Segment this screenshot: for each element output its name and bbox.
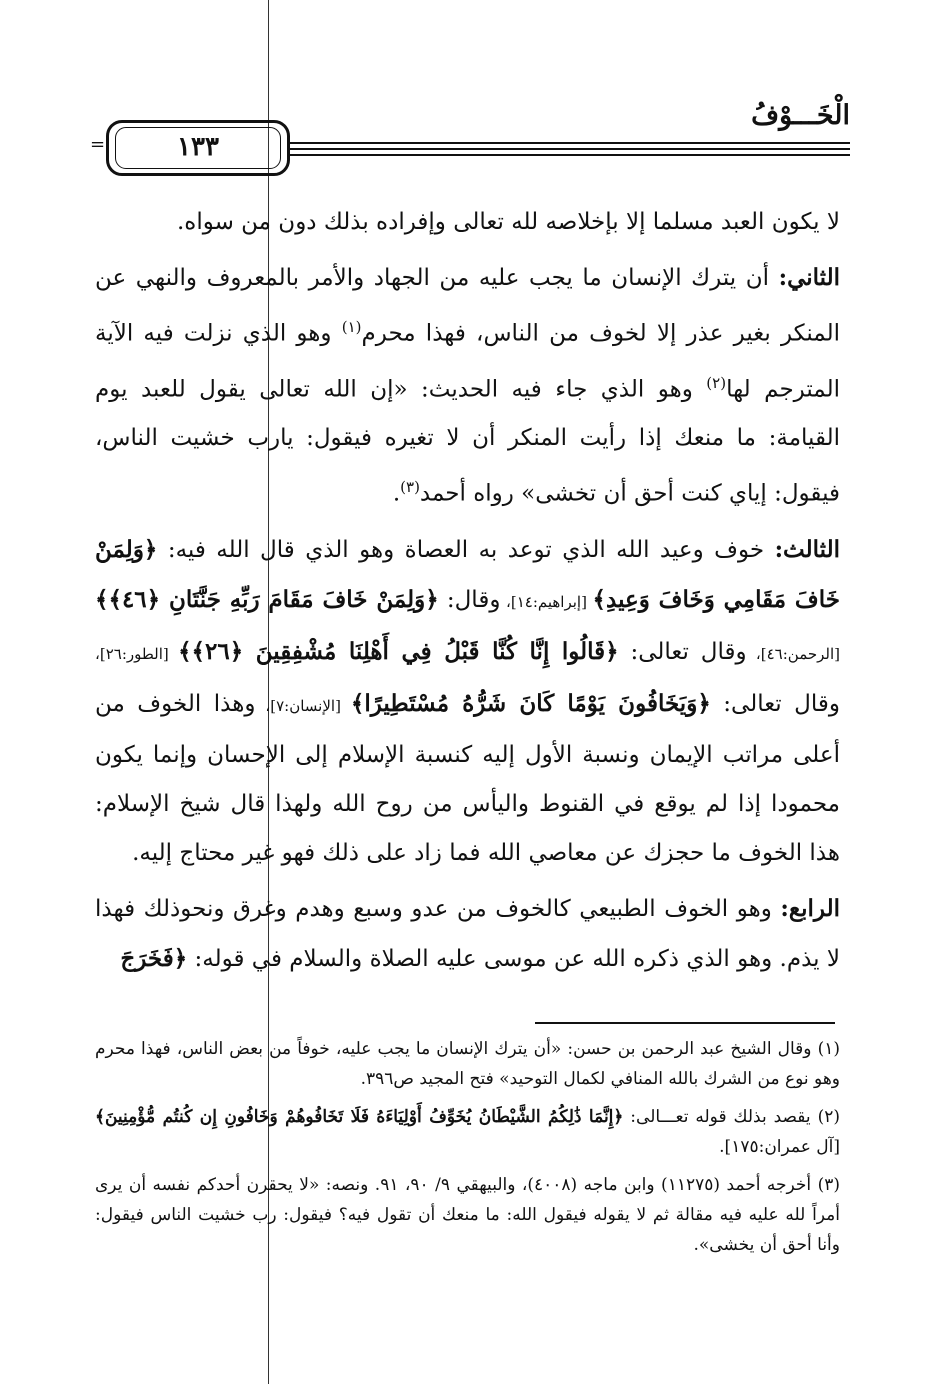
verse-reference: [الطور:٢٦]، [95, 644, 179, 663]
quran-verse: ﴿وَلِمَنْ خَافَ مَقَامَ رَبِّهِ جَنَّتَانِ ﴿٤٦﴾﴾ [95, 585, 439, 613]
paragraph-text: وهو الذي نزلت فيه الآية المترجم لها [95, 320, 840, 403]
paragraph-text: وهو الخوف الطبيعي كالخوف من عدو وسبع وهدم وغرق ونحوذلك فهذا لا يذم. وهو الذي ذكره الله عن موسى عليه الصلاة والسلام في قوله: [95, 895, 840, 972]
page-number-ornament: = [90, 134, 106, 155]
header-rule [290, 154, 850, 156]
footnote-3: (٣) أخرجه أحمد (١١٢٧٥) وابن ماجه (٤٠٠٨)، والبيهقي ٩/ ٩٠، ٩١. ونصه: «لا يحقرن أحدكم نفسه أن يرى أمراً لله عليه فيه مقالة ثم لا يقوله فيقول الله: ما منعك أن تقول فيه؟ فيقول: رب خشيت الناس فيقول: وأنا أحق أن يخشى». [95, 1175, 840, 1255]
paragraph-text: أن يترك الإنسان ما يجب عليه من الجهاد والأمر بالمعروف والنهي عن المنكر بغير عذر إلا لخوف من الناس، فهذا محرم [95, 265, 840, 347]
footnote-ref-3[interactable]: (٣) [400, 478, 420, 497]
verse-reference: [الإنسان:٧]، [255, 696, 351, 715]
page-header [90, 90, 850, 180]
footnote-text: (٢) يقصد بذلك قوله تعـــالى: [623, 1107, 840, 1127]
main-text [95, 198, 840, 984]
header-rule [290, 142, 850, 144]
quran-verse: ﴿وَيَخَافُونَ يَوْمًا كَانَ شَرُّهُ مُسْتَطِيرًا﴾ [350, 689, 711, 717]
paragraph-text: وقال تعالى: [710, 690, 841, 717]
paragraph-text: خوف وعيد الله الذي توعد به العصاة وهو الذي قال الله فيه: [157, 536, 775, 563]
footnote-1: (١) وقال الشيخ عبد الرحمن بن حسن: «أن يترك الإنسان ما يجب عليه، خوفاً من بعض الناس، فهذا محرم وهو نوع من الشرك بالله المنافي لكمال التوحيد» فتح المجيد ص٣٩٦. [95, 1039, 840, 1089]
footnote-2 [95, 1102, 840, 1162]
paragraph-lead: الثالث: [774, 535, 840, 563]
quran-verse: ﴿فَخَرَجَ [120, 944, 188, 972]
paragraph-1 [95, 198, 840, 247]
paragraph-text: وهذا الخوف من أعلى مراتب الإيمان ونسبة الأول إليه كنسبة الإسلام إلى الإحسان وإنما يكون محمودا إذا لم يوقع في القنوط واليأس من روح الله ولهذا قال شيخ الإسلام: هذا الخوف ما حجزك عن معاصي الله فما زاد على ذلك فهو غير محتاج إليه. [95, 690, 840, 866]
verse-reference: [الرحمن:٤٦]، [746, 644, 841, 663]
quran-verse: ﴿إِنَّمَا ذَٰلِكُمُ الشَّيْطَانُ يُخَوِّفُ أَوْلِيَاءَهُ فَلَا تَخَافُوهُمْ وَخَافُونِ إِن كُنتُم مُّؤْمِنِينَ﴾ [95, 1107, 624, 1127]
footnote-separator [535, 1022, 835, 1024]
verse-reference: [آل عمران:١٧٥]. [719, 1137, 840, 1157]
footnote-ref-1[interactable]: (١) [341, 318, 362, 336]
chapter-title: الْخَـــوْفُ [751, 100, 850, 131]
paragraph-3 [95, 525, 840, 878]
quran-verse: ﴿وَلِمَنْ خَافَ مَقَامِي وَخَافَ وَعِيدِ﴾ [95, 535, 840, 613]
paragraph-2 [95, 253, 840, 519]
quran-verse: ﴿قَالُوا إِنَّا كُنَّا قَبْلُ فِي أَهْلِنَا مُشْفِقِينَ ﴿٢٦﴾﴾ [178, 637, 619, 665]
page-number-frame [106, 120, 290, 176]
verse-reference: [إبراهيم:١٤]، [500, 592, 593, 611]
paragraph-text: لا يكون العبد مسلما إلا بإخلاصه لله تعالى وإفراده بذلك دون من سواه. [176, 209, 840, 235]
footnote-ref-2[interactable]: (٢) [706, 373, 727, 392]
paragraph-text: وهو الذي جاء فيه الحديث: «إن الله تعالى يقول للعبد يوم القيامة: ما منعك إذا رأيت المنكر أن لا تغيره فيقول: يارب خشيت الناس، فيقول: إياي كنت أحق أن تخشى» رواه أحمد [95, 376, 840, 507]
paragraph-text: وقال تعالى: [618, 638, 747, 665]
footnotes [95, 1034, 840, 1268]
header-rule [290, 148, 850, 150]
paragraph-text: . [392, 480, 401, 507]
paragraph-lead: الرابع: [780, 894, 840, 922]
paragraph-lead: الثاني: [778, 264, 840, 291]
paragraph-4 [95, 884, 840, 984]
page-number: ١٣٣ [115, 127, 281, 169]
paragraph-text: وقال: [438, 586, 501, 613]
